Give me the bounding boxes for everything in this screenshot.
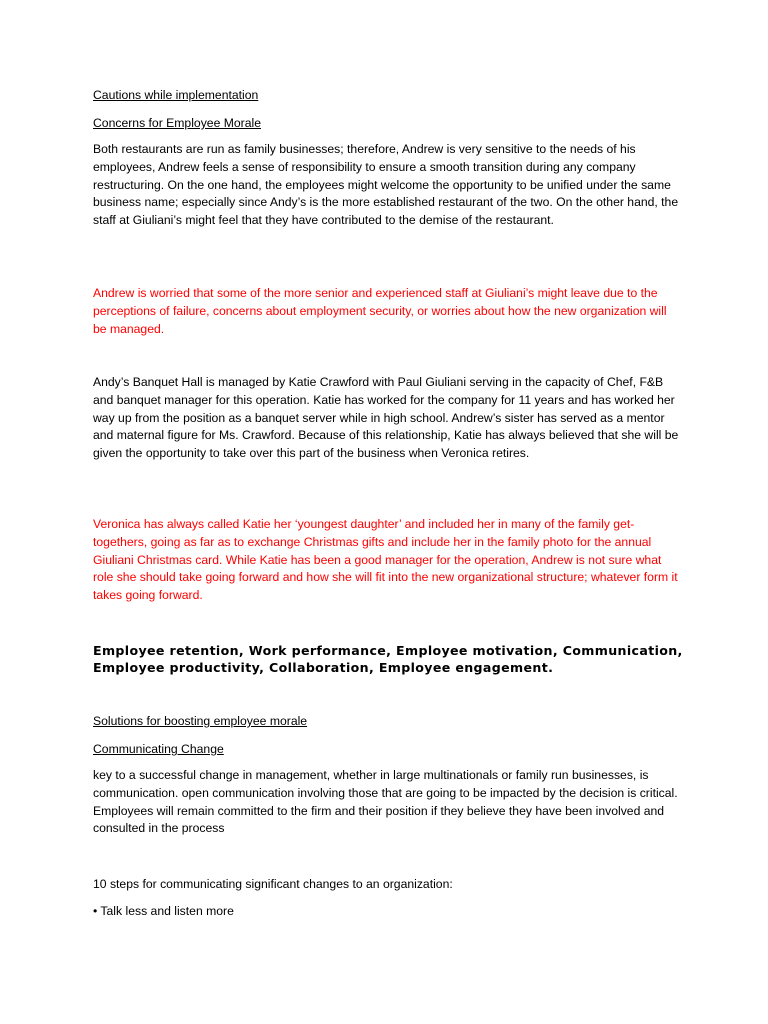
paragraph-family-businesses: Both restaurants are run as family businesses; therefore, Andrew is very sensitive to the needs of his employees, Andrew feels a sense of responsibility to ensure a smooth transition during any company restructuring. On the one hand, the employees might welcome the opportunity to be unified under the same business name; especially since Andy’s is the more established restaurant of the two. On the other hand, the staff at Giuliani’s might feel that they have contributed to the demise of the restaurant. [93, 142, 679, 228]
steps-intro: 10 steps for communicating significant changes to an organization: [93, 877, 453, 891]
bullet-item-talk-less: • Talk less and listen more [93, 904, 234, 918]
paragraph-senior-staff-concern: Andrew is worried that some of the more senior and experienced staff at Giuliani’s might leave due to the perceptions of failure, concerns about employment security, or worries about how the new organization will be managed. [93, 286, 667, 336]
subheading-communicating-change: Communicating Change [93, 742, 224, 756]
section-heading-solutions: Solutions for boosting employee morale [93, 714, 308, 728]
paragraph-banquet-hall: Andy’s Banquet Hall is managed by Katie Crawford with Paul Giuliani serving in the capacity of Chef, F&B and banquet manager for this operation. Katie has worked for the company for 11 years and has worked her way up from the position as a banquet server while in high school. Andrew’s sister has served as a mentor and maternal figure for Ms. Crawford. Because of this relationship, Katie has always believed that she will be given the opportunity to take over this part of the business when Veronica retires. [93, 375, 679, 461]
subheading-employee-morale: Concerns for Employee Morale [93, 116, 261, 130]
keywords-line: Employee retention, Work performance, Employee motivation, Communication, Employee productivity, Collaboration, Employee engagement. [93, 643, 683, 675]
section-heading-cautions: Cautions while implementation [93, 88, 259, 102]
paragraph-veronica-katie: Veronica has always called Katie her ‘youngest daughter’ and included her in many of the family get-togethers, going as far as to exchange Christmas gifts and include her in the family photo for the annual Giuliani Christmas card. While Katie has been a good manager for the operation, Andrew is not sure what role she should take going forward and how she will fit into the new organizational structure; whatever form it takes going forward. [93, 517, 678, 603]
paragraph-communication-key: key to a successful change in management, whether in large multinationals or family run businesses, is communication. open communication involving those that are going to be impacted by the decision is critical. Employees will remain committed to the firm and their position if they believe they have been involved and consulted in the process [93, 768, 678, 836]
